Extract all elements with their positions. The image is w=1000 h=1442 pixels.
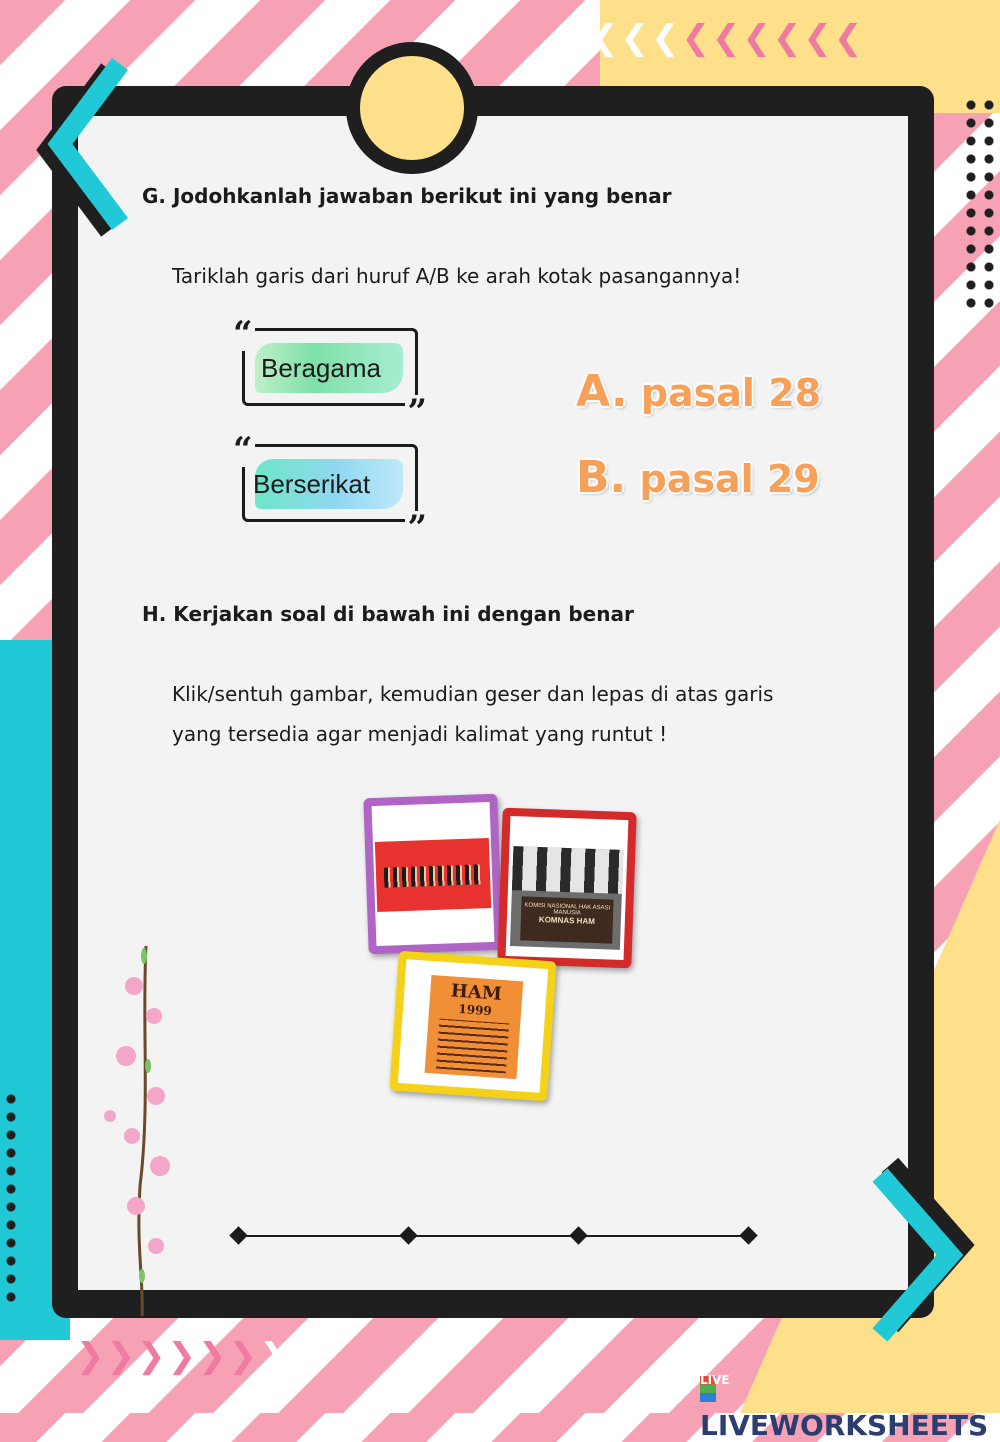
dot-grid-decoration [962, 96, 998, 312]
book-year: 1999 [457, 1001, 493, 1019]
chevron-teal-decoration [870, 1155, 990, 1355]
section-g-heading: G. Jodohkanlah jawaban berikut ini yang benar [142, 184, 672, 208]
drag-card-people[interactable] [363, 794, 502, 955]
people-banner-image [375, 838, 491, 912]
top-arrows-decoration: ❮❮❮❮❮❮❮❮❮ [590, 18, 865, 58]
answer-a[interactable] [576, 366, 821, 417]
live-badge-icon: LIVE [700, 1376, 716, 1402]
answer-letter: B. [576, 452, 627, 503]
drop-point[interactable] [569, 1226, 587, 1244]
liveworksheets-watermark[interactable] [700, 1373, 1000, 1442]
close-quote-icon: ” [407, 392, 427, 432]
dot-column-decoration [2, 1090, 20, 1306]
sign-line1: KOMISI NASIONAL HAK ASASI MANUSIA [524, 902, 611, 917]
match-box-beragama[interactable] [233, 314, 427, 432]
answer-text: pasal 29 [639, 457, 820, 501]
match-box-label: Beragama [261, 353, 381, 383]
komnas-ham-building-image [510, 846, 623, 950]
answer-letter: A. [576, 366, 628, 417]
answer-b[interactable] [576, 452, 820, 503]
drag-card-komnas-ham[interactable] [497, 808, 636, 969]
drag-card-ham-1999[interactable] [389, 951, 556, 1102]
sign-line2: KOMNAS HAM [538, 915, 596, 926]
section-g-instruction: Tariklah garis dari huruf A/B ke arah kotak pasangannya! [172, 264, 742, 288]
sun-circle-decoration [346, 42, 478, 174]
drop-line-rule [238, 1235, 750, 1237]
drop-point[interactable] [739, 1226, 757, 1244]
chevron-teal-decoration [20, 60, 130, 260]
match-box-berserikat[interactable] [233, 430, 427, 548]
hand-cursor-icon: ☝ [166, 1292, 176, 1311]
bottom-arrows-decoration: ❯❯❯❯❯❯❯❯ [76, 1336, 320, 1376]
match-box-label: Berserikat [253, 469, 371, 499]
answer-text: pasal 28 [640, 371, 822, 415]
section-h-instruction-line2: yang tersedia agar menjadi kalimat yang runtut ! [172, 722, 668, 746]
blossom-branch-decoration [96, 946, 196, 1316]
open-quote-icon: “ [233, 314, 253, 354]
watermark-text: LIVEWORKSHEETS [700, 1409, 989, 1442]
close-quote-icon: ” [407, 508, 427, 548]
section-h-heading: H. Kerjakan soal di bawah ini dengan benar [142, 602, 634, 626]
answer-drop-line[interactable] [232, 1226, 756, 1246]
open-quote-icon: “ [233, 430, 253, 470]
section-h-instruction-line1: Klik/sentuh gambar, kemudian geser dan lepas di atas garis [172, 682, 774, 706]
drop-point[interactable] [229, 1226, 247, 1244]
ham-book-image [425, 975, 524, 1079]
drop-point[interactable] [399, 1226, 417, 1244]
book-title: HAM [450, 980, 503, 1005]
